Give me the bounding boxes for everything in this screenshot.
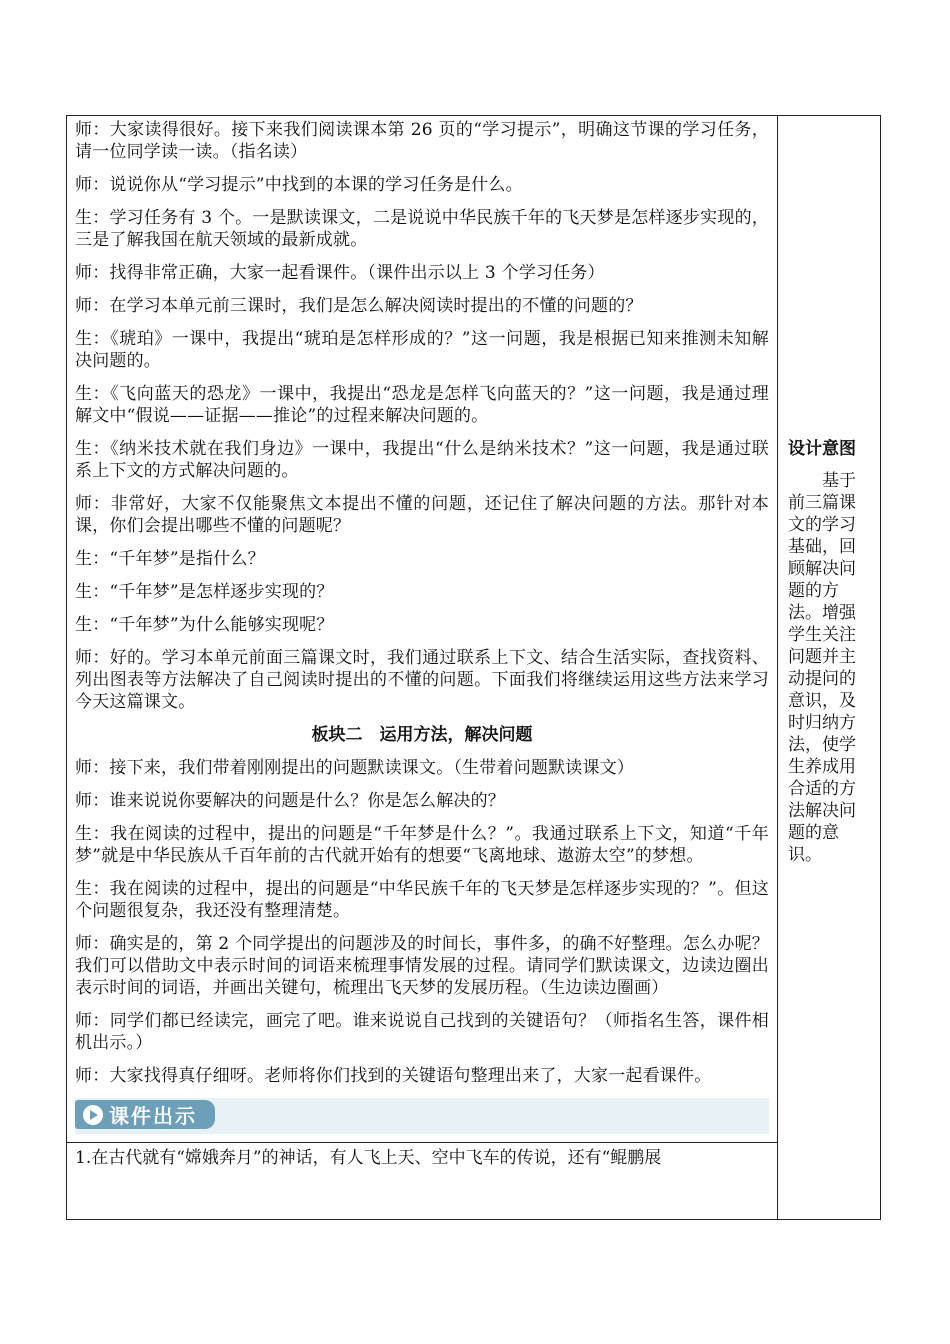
design-intent-text: 基于前三篇课文的学习基础，回顾解决问题的方法。增强学生关注问题并主动提问的意识，及时归纳方法，使学生养成用合适的方法解决问题的意识。 xyxy=(788,471,856,865)
dialogue-paragraph: 生：学习任务有 3 个。一是默读课文，二是说说中华民族千年的飞天梦是怎样逐步实现的，三是了解我国在航天领域的最新成就。 xyxy=(75,208,769,250)
dialogue-paragraph: 生：“千年梦”是怎样逐步实现的？ xyxy=(75,582,334,602)
dialogue-paragraph: 师：接下来，我们带着刚刚提出的问题默读课文。（生带着问题默读课文） xyxy=(75,758,635,778)
courseware-line: 1.在古代就有“嫦娥奔月”的神话，有人飞上天、空中飞车的传说，还有“鲲鹏展 xyxy=(67,1142,777,1169)
dialogue-paragraph: 生：《纳米技术就在我们身边》一课中，我提出“什么是纳米技术？”这一问题，我是通过联系上下文的方式解决问题的。 xyxy=(75,439,769,481)
courseware-label: 课件出示 xyxy=(109,1104,197,1128)
courseware-tab xyxy=(75,1100,215,1129)
dialogue-paragraph: 师：说说你从“学习提示”中找到的本课的学习任务是什么。 xyxy=(75,175,523,195)
dialogue-paragraph: 生：《飞向蓝天的恐龙》一课中，我提出“恐龙是怎样飞向蓝天的？”这一问题，我是通过理解文中“假说——证据——推论”的过程来解决问题的。 xyxy=(75,384,769,426)
lesson-table xyxy=(66,115,881,1220)
dialogue-paragraph: 生：“千年梦”是指什么？ xyxy=(75,549,265,569)
lesson-content-column xyxy=(67,116,778,1219)
design-intent-column xyxy=(778,116,880,1219)
section-heading: 板块二 运用方法，解决问题 xyxy=(311,725,533,745)
dialogue-paragraph: 生：我在阅读的过程中，提出的问题是“千年梦是什么？”。我通过联系上下文，知道“千年梦”就是中华民族从千百年前的古代就开始有的想要“飞离地球、遨游太空”的梦想。 xyxy=(75,824,769,866)
dialogue-paragraph: 生：“千年梦”为什么能够实现呢？ xyxy=(75,615,334,635)
dialogue-paragraph: 师：非常好，大家不仅能聚焦文本提出不懂的问题，还记住了解决问题的方法。那针对本课，你们会提出哪些不懂的问题呢？ xyxy=(75,494,769,536)
dialogue-paragraph: 师：在学习本单元前三课时，我们是怎么解决阅读时提出的不懂的问题的？ xyxy=(75,296,643,316)
dialogue-paragraph: 师：同学们都已经读完，画完了吧。谁来说说自己找到的关键语句？（师指名生答，课件相机出示。） xyxy=(75,1011,769,1053)
courseware-banner xyxy=(75,1098,769,1134)
dialogue-paragraph: 师：好的。学习本单元前面三篇课文时，我们通过联系上下文、结合生活实际，查找资料、列出图表等方法解决了自己阅读时提出的不懂的问题。下面我们将继续运用这些方法来学习今天这篇课文。 xyxy=(75,648,769,712)
dialogue-paragraph: 生：我在阅读的过程中，提出的问题是“中华民族千年的飞天梦是怎样逐步实现的？”。但这个问题很复杂，我还没有整理清楚。 xyxy=(75,879,769,921)
dialogue-paragraph: 师：谁来说说你要解决的问题是什么？你是怎么解决的？ xyxy=(75,791,505,811)
design-intent-title: 设计意图 xyxy=(788,439,856,459)
dialogue-paragraph: 师：确实是的，第 2 个同学提出的问题涉及的时间长，事件多，的确不好整理。怎么办呢？我们可以借助文中表示时间的词语来梳理事情发展的过程。请同学们默读课文，边读边圈出表示时间的词语，并画出关键句，梳理出飞天梦的发展历程。（生边读边圈画） xyxy=(75,934,769,998)
dialogue-paragraph: 师：大家找得真仔细呀。老师将你们找到的关键语句整理出来了，大家一起看课件。 xyxy=(75,1066,712,1086)
dialogue-paragraph: 师：找得非常正确，大家一起看课件。（课件出示以上 3 个学习任务） xyxy=(75,263,605,283)
dialogue-paragraph: 师：大家读得很好。接下来我们阅读课本第 26 页的“学习提示”，明确这节课的学习任务，请一位同学读一读。（指名读） xyxy=(75,120,769,162)
dialogue-paragraph: 生：《琥珀》一课中，我提出“琥珀是怎样形成的？”这一问题，我是根据已知来推测未知解决问题的。 xyxy=(75,329,769,371)
play-circle-icon xyxy=(83,1105,103,1125)
